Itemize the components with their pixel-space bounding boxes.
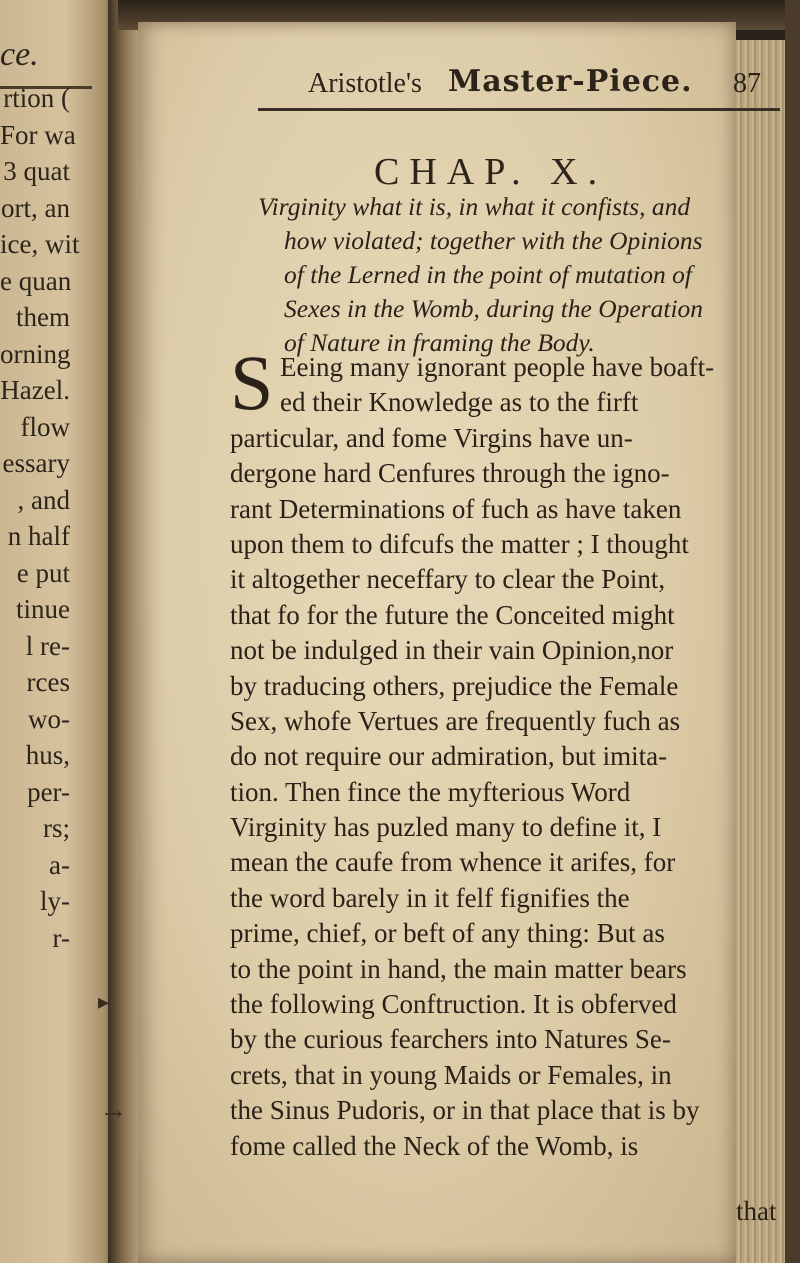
body-line: by traducing others, prejudice the Female [230, 670, 679, 701]
facing-page-line: tinue [16, 594, 70, 624]
facing-page-header: ce. [0, 36, 39, 73]
facing-page-line: a- [49, 849, 70, 880]
body-line: fome called the Neck of the Womb, is [230, 1130, 639, 1161]
chapter-summary [258, 190, 798, 360]
facing-page-line: r- [52, 922, 70, 953]
body-line: dergone hard Cenfures through the igno- [230, 458, 670, 489]
facing-page-line: wo- [28, 703, 70, 734]
facing-page-line: ice, wit [0, 229, 80, 259]
facing-page [0, 0, 118, 1263]
body-line: the following Conftruction. It is obferved [230, 989, 677, 1020]
facing-page-line: e put [16, 557, 70, 588]
body-line: that fo for the future the Conceited might [230, 599, 675, 630]
facing-page-lines [0, 80, 118, 956]
catchword: that [736, 1196, 777, 1226]
drop-cap: S [230, 339, 274, 426]
facing-page-line: ly- [40, 886, 70, 916]
facing-page-line: per- [27, 776, 70, 807]
body-line: upon them to difcufs the matter ; I thought [230, 528, 689, 559]
facing-page-line: hus, [25, 740, 70, 770]
body-line: to the point in hand, the main matter bears [230, 953, 687, 984]
summary-line: Sexes in the Womb, during the Operation [284, 294, 704, 323]
facing-page-line: rs; [43, 813, 70, 843]
summary-line: of Nature in framing the Body. [284, 328, 595, 357]
facing-page-line: flow [20, 411, 70, 442]
body-line: prime, chief, or beft of any thing: But as [230, 918, 665, 949]
facing-page-line: Hazel. [0, 375, 70, 405]
summary-line: Virginity what it is, in what it confists, and [258, 192, 691, 221]
body-line: Virginity has puzled many to define it, I [230, 812, 662, 843]
body-line: particular, and fome Virgins have un- [230, 422, 633, 453]
running-head-title: Master-Piece. [448, 64, 693, 99]
facing-page-line: essary [2, 448, 70, 478]
facing-page-line: n half [7, 521, 70, 551]
facing-page-line: , and [17, 484, 70, 515]
body-line: by the curious fearchers into Natures Se- [230, 1024, 671, 1055]
running-head [308, 64, 778, 110]
facing-page-line: e quan [0, 265, 72, 296]
margin-mark-icon: → [104, 1102, 123, 1127]
body-line: crets, that in young Maids or Females, in [230, 1059, 672, 1090]
margin-mark-icon: ▸ [98, 990, 110, 1015]
body-line: do not require our admiration, but imita- [230, 741, 668, 772]
facing-page-line: 3 quat [3, 156, 70, 186]
header-rule [258, 108, 780, 111]
body-line: Sex, whofe Vertues are frequently fuch as [230, 705, 681, 736]
facing-page-line: rtion ( [3, 83, 70, 113]
body-line: ed their Knowledge as to the firft [280, 387, 639, 418]
body-line: rant Determinations of fuch as have taken [230, 493, 682, 524]
body-line: it altogether neceffary to clear the Point, [230, 564, 666, 595]
facing-page-line: orning [0, 338, 71, 369]
facing-page-line: them [16, 302, 70, 332]
main-page [98, 22, 777, 1263]
chapter-heading: CHAP. X. [374, 151, 608, 193]
facing-page-line: ort, an [1, 192, 70, 223]
body-line: mean the caufe from whence it arifes, for [230, 847, 676, 878]
facing-page-line: l re- [25, 630, 70, 661]
body-line: Eeing many ignorant people have boaft- [280, 352, 715, 382]
summary-line: how violated; together with the Opinions [284, 226, 703, 255]
running-head-author: Aristotle's [308, 68, 422, 99]
body-line: tion. Then fince the myfterious Word [230, 776, 631, 807]
body-line: the word barely in it felf fignifies the [230, 882, 630, 913]
body-line: the Sinus Pudoris, or in that place that is by [230, 1095, 700, 1126]
facing-page-line: rces [26, 667, 70, 697]
page-number: 87 [733, 68, 761, 99]
body-line: not be indulged in their vain Opinion,nor [230, 635, 674, 666]
facing-page-line: For wa [0, 119, 76, 150]
summary-line: of the Lerned in the point of mutation of [284, 260, 692, 289]
